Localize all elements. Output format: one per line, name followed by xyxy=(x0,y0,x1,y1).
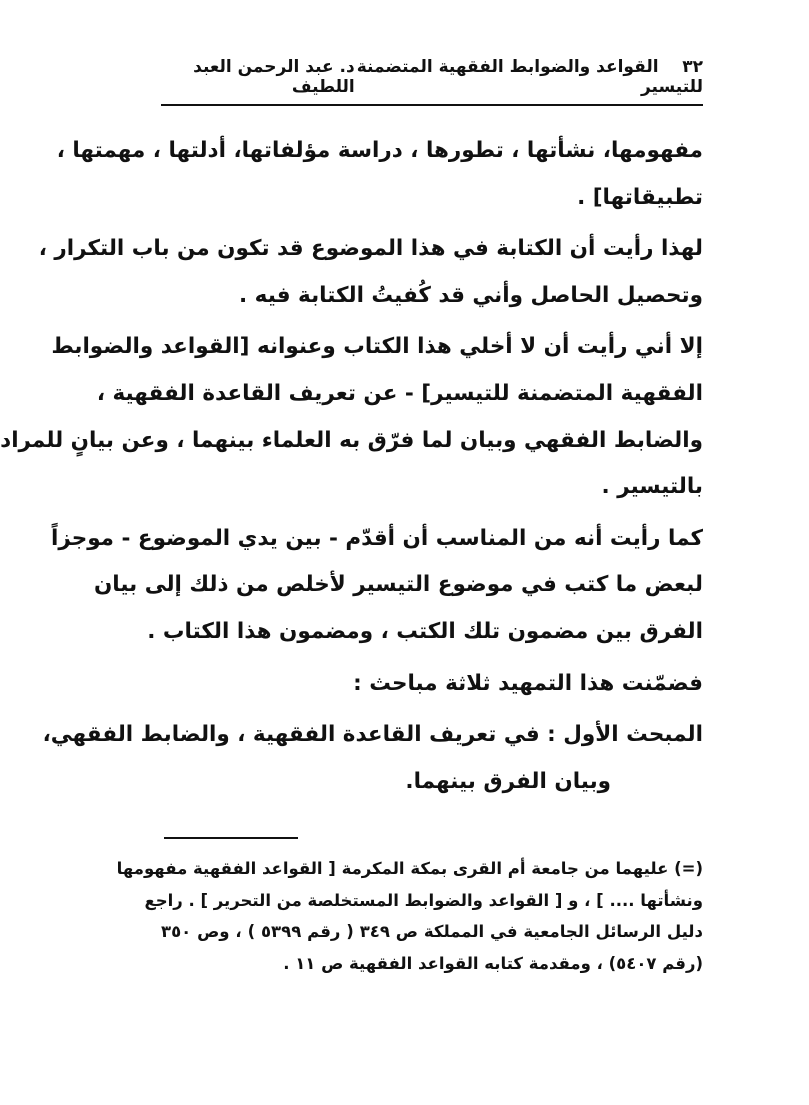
body-line: الفقهية المتضمنة للتيسير] - عن تعريف القاعدة الفقهية ، xyxy=(96,380,703,406)
body-line: لهذا رأيت أن الكتابة في هذا الموضوع قد تكون من باب التكرار ، xyxy=(38,236,703,262)
author-name: د. عبد الرحمن العبد اللطيف xyxy=(193,57,355,97)
page-number: ٣٢ xyxy=(682,57,703,77)
running-header xyxy=(161,57,703,97)
body-line: وتحصيل الحاصل وأني قد كُفيتُ الكتابة فيه . xyxy=(239,282,703,308)
footnote-line: (=) عليهما من جامعة أم القرى بمكة المكرمة [ القواعد الفقهية مفهومها xyxy=(116,859,703,878)
section-intro-line: فضمّنت هذا التمهيد ثلاثة مباحث : xyxy=(353,670,703,696)
footnotes xyxy=(116,853,703,979)
body-line: الفرق بين مضمون تلك الكتب ، ومضمون هذا الكتاب . xyxy=(147,618,703,644)
footnote-line: دليل الرسائل الجامعية في المملكة ص ٣٤٩ ( رقم ٥٣٩٩ ) ، وص ٣٥٠ xyxy=(161,922,703,941)
footnote-rule xyxy=(164,837,298,839)
header-title-group xyxy=(355,57,703,97)
footnote-line: ونشأتها .... ] ، و [ القواعد والضوابط المستخلصة من التحرير ] . راجع xyxy=(144,890,703,910)
body-line: إلا أني رأيت أن لا أخلي هذا الكتاب وعنوانه [القواعد والضوابط xyxy=(51,334,703,360)
body-line: المبحث الأول : في تعريف القاعدة الفقهية ، والضابط الفقهي، xyxy=(42,722,703,748)
body-text xyxy=(0,128,703,805)
body-line: مفهومها، نشأتها ، تطورها ، دراسة مؤلفاتها، أدلتها ، مهمتها ، xyxy=(56,138,703,163)
body-line: لبعض ما كتب في موضوع التيسير لأخلص من ذلك إلى بيان xyxy=(93,572,703,598)
body-line: تطبيقاتها] . xyxy=(577,184,703,210)
body-line: كما رأيت أنه من المناسب أن أقدّم - بين يدي الموضوع - موجزاً xyxy=(50,525,703,551)
body-line: وبيان الفرق بينهما. xyxy=(405,768,611,794)
body-line: والضابط الفقهي وبيان لما فرّق به العلماء بينهما ، وعن بيانٍ للمراد xyxy=(0,427,703,453)
header-rule xyxy=(161,104,703,106)
body-line: بالتيسير . xyxy=(601,474,703,500)
book-title: القواعد والضوابط الفقهية المتضمنة للتيسير xyxy=(356,57,703,97)
footnote-line: (رقم ٥٤٠٧) ، ومقدمة كتابه القواعد الفقهية ص ١١ . xyxy=(283,953,703,973)
